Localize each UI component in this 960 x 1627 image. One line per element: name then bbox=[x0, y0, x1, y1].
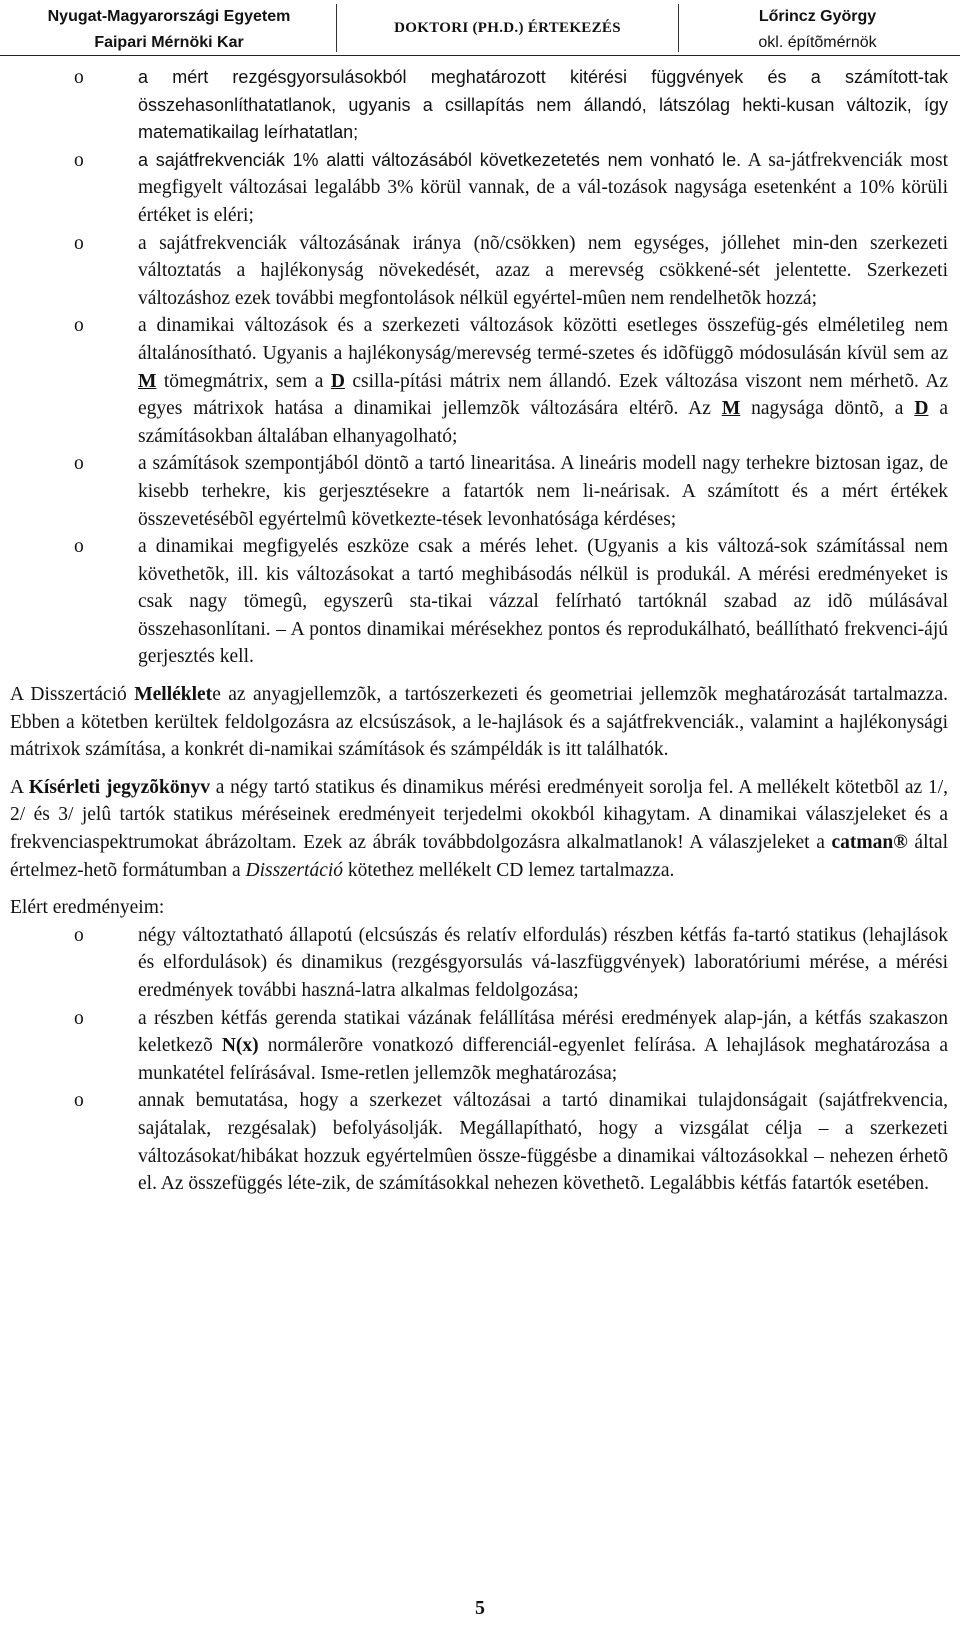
software-name: catman® bbox=[831, 832, 908, 854]
bullet-marker: o bbox=[74, 232, 84, 254]
paragraph-text: A Disszertáció bbox=[10, 684, 135, 706]
paragraph-appendix bbox=[10, 681, 948, 764]
mass-matrix-symbol: M bbox=[138, 370, 157, 392]
list-item bbox=[10, 147, 948, 230]
paragraph-text: a négy tartó statikus és dinamikus mérési eredményeit sorolja fel. A mellékelt kötetbõl az 1/, 2/ és 3/ jelû tartók statikus méréseinek eredményeit terjedelmi okokból kihagytam. A dinamikai válaszjeleket és a frekvenciaspektrumokat ábrázoltam. Ezek az ábrák továbbdolgozásra alkalmatlanok! A válaszjeleket a bbox=[10, 776, 948, 854]
appendix-term: Melléklet bbox=[134, 684, 213, 706]
page-header bbox=[0, 0, 960, 56]
findings-list-1 bbox=[10, 64, 948, 671]
header-author-title: okl. építõmérnök bbox=[758, 34, 877, 51]
paragraph-text: kötethez mellékelt CD lemez tartalmazza. bbox=[343, 859, 675, 881]
normal-force-symbol: N(x) bbox=[221, 1035, 259, 1057]
header-document-type: DOKTORI (PH.D.) ÉRTEKEZÉS bbox=[394, 20, 621, 36]
header-rule bbox=[0, 55, 960, 56]
list-item bbox=[10, 533, 948, 671]
damping-matrix-symbol: D bbox=[914, 398, 929, 420]
list-item-text: tömegmátrix, sem a bbox=[156, 370, 331, 392]
list-item-text: a számítások szempontjából döntõ a tartó linearitása. A lineáris modell nagy terhekre biztosan igaz, de kisebb terhekre, kis gerjesztésekre a fatartók nem li-neárisak. A számított és a mért értékek összevetésébõl egyértelmû következte-tések levonhatósága kérdéses; bbox=[138, 453, 948, 530]
page-number: 5 bbox=[475, 1597, 485, 1619]
list-item bbox=[10, 230, 948, 313]
bullet-marker: o bbox=[74, 149, 84, 171]
header-author bbox=[685, 4, 950, 56]
list-item bbox=[10, 312, 948, 450]
header-faculty: Faipari Mérnöki Kar bbox=[94, 34, 244, 51]
list-item-text: annak bemutatása, hogy a szerkezet változásai a tartó dinamikai tulajdonságait (sajátfrekvencia, sajátalak, rezgésalak) befolyásolják. Megállapítható, hogy a vizsgálat célja – a szerkezeti változásokat/hibákat hozzuk egyértelmûen össze-függésbe a dinamikai változásokkal – nehezen érhetõ el. Az összefüggés léte-zik, de számításokkal nehezen követhetõ. Legalábbis kétfás fatartók esetében. bbox=[138, 1090, 948, 1195]
header-institution bbox=[10, 4, 328, 56]
bullet-marker: o bbox=[74, 536, 84, 558]
header-author-name: Lőrincz György bbox=[758, 8, 877, 25]
mass-matrix-symbol: M bbox=[721, 398, 741, 420]
list-item bbox=[10, 64, 948, 147]
findings-list-2 bbox=[10, 922, 948, 1198]
dissertation-term: Disszertáció bbox=[245, 859, 344, 881]
list-item-text: a számításokban általában elhanyagolható; bbox=[138, 398, 948, 447]
header-university: Nyugat-Magyarországi Egyetem bbox=[47, 8, 291, 25]
list-item-text: a sajátfrekvenciák 1% alatti változásából következetetés nem vonható le. bbox=[138, 149, 742, 170]
list-item-text: nagysága döntõ, a bbox=[740, 398, 915, 420]
header-separator bbox=[678, 4, 679, 52]
list-item bbox=[10, 450, 948, 533]
list-item-text: a mért rezgésgyorsulásokból meghatározott kitérési függvények és a számított-tak összehasonlíthatatlanok, ugyanis a csillapítás nem állandó, látszólag hekti-kusan változik, így matematikailag leírhatatlan; bbox=[138, 67, 948, 143]
list-item bbox=[10, 1087, 948, 1197]
list-item-text: csilla-pítási mátrix nem állandó. Ezek változása viszont nem mérhetõ. Az egyes mátrixok hatása a dinamikai jellemzõk változására eltérõ. Az bbox=[138, 370, 948, 420]
bullet-marker: o bbox=[74, 1007, 84, 1029]
header-separator bbox=[336, 4, 337, 52]
paragraph-test-report bbox=[10, 774, 948, 884]
bullet-marker: o bbox=[74, 315, 84, 337]
bullet-marker: o bbox=[74, 67, 84, 88]
list-item bbox=[10, 1005, 948, 1088]
list-item-text: A sa-játfrekvenciák most megfigyelt változásai legalább 3% körül vannak, de a vál-tozások nagysága esetenként a 10% körüli értéket is eléri; bbox=[138, 149, 949, 226]
list-item-text: a sajátfrekvenciák változásának iránya (nõ/csökken) nem egységes, jóllehet min-den szerkezeti változtatás a hajlékonyság növekedését, azaz a merevség csökkené-sét jelentette. bbox=[138, 232, 948, 282]
test-report-term: Kísérleti jegyzõkönyv bbox=[28, 776, 210, 798]
list-item-text: normálerõre vonatkozó differenciál-egyenlet felírása. A lehajlások meghatározása a munkatétel felírásával. Isme-retlen jellemzõk meghatározása; bbox=[138, 1035, 948, 1084]
list-item-text: négy változtatható állapotú (elcsúszás és relatív elfordulás) részben kétfás fa-tartó statikus (lehajlások és elfordulások) és dinamikus (rezgésgyorsulás vá-laszfüggvények) laboratóriumi mérése, a mérési eredmények további haszná-latra alkalmas feldolgozása; bbox=[138, 924, 948, 1001]
page-body bbox=[10, 64, 948, 1198]
list-item bbox=[10, 922, 948, 1005]
bullet-marker: o bbox=[74, 453, 84, 475]
bullet-marker: o bbox=[74, 924, 84, 946]
paragraph-text: által értelmez-hetõ formátumban a bbox=[10, 832, 948, 881]
results-heading: Elért eredményeim: bbox=[10, 897, 165, 919]
paragraph-text: e az anyagjellemzõk, a tartószerkezeti és geometriai jellemzõk meghatározását tartalmazza. Ebben a kötetben kerültek feldolgozásra az elcsúszások, a le-hajlások és a sajátfrekvenciák., valamint a hajlékonysági mátrixok számítása, a konkrét di-namikai számítások és számpéldák is itt találhatók. bbox=[10, 684, 948, 761]
list-item-text: a dinamikai változások és a szerkezeti változások közötti esetleges összefüg-gés elméletileg nem általánosítható. Ugyanis a hajlékonyság/merevség termé-szetes és idõfüggõ módosulásán kívül sem az bbox=[138, 315, 948, 364]
paragraph-text: A bbox=[10, 776, 29, 798]
list-item-text: a részben kétfás gerenda statikai vázának felállítása mérési eredmények alap-ján, a kétfás szakaszon keletkezõ bbox=[138, 1007, 948, 1057]
list-item-text: Szerkezeti változáshoz ezek további megfontolások nélkül egyértel-mûen nem rendelhetõk hozzá; bbox=[138, 260, 948, 309]
bullet-marker: o bbox=[74, 1090, 84, 1112]
list-item-text: a dinamikai megfigyelés eszköze csak a mérés lehet. (Ugyanis a kis változá-sok számítással nem követhetõk, ill. kis változásokat a tartó meghibásodás nélkül is produkál. A mérési eredményeket is csak nagy tömegû, egyszerû sta-tikai vázzal felírható tartóknál szabad az idõ múlásával összehasonlítani. – A pontos dinamikai mérésekhez pontos és reprodukálható, beállítható frekvenci-ájú gerjesztés kell. bbox=[138, 536, 948, 668]
damping-matrix-symbol: D bbox=[330, 370, 345, 392]
